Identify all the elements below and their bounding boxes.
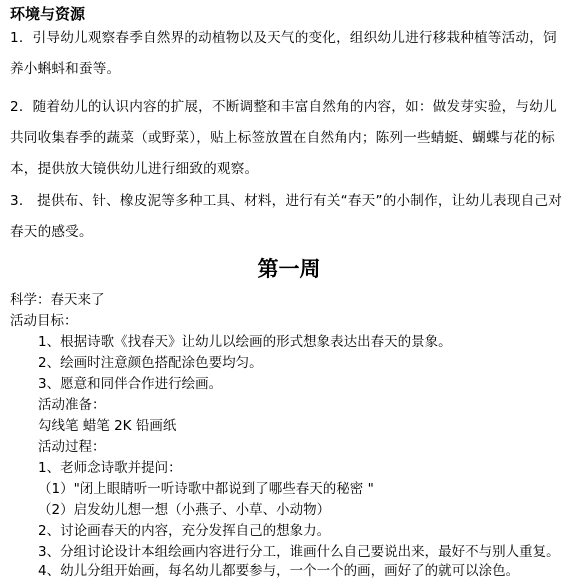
preparation-materials: 勾线笔 蜡笔 2K 铅画纸 xyxy=(38,418,177,434)
env-paragraph-2: 2．随着幼儿的认识内容的扩展，不断调整和丰富自然角的内容，如：做发芽实验，与幼儿共同收集春季的蔬菜（或野菜），贴上标签放置在自然角内；陈列一些蜻蜓、蝴蝶与花的标本，提供放大镜供幼儿进行细致的观察。 xyxy=(10,99,557,177)
goal-item-2: 2、绘画时注意颜色搭配涂色要均匀。 xyxy=(38,355,263,371)
process-step-4: 4、幼儿分组开始画，每名幼儿都要参与，一个一个的画，画好了的就可以涂色。 xyxy=(38,563,520,579)
process-substep-1: （1）"闭上眼睛听一听诗歌中都说到了哪些春天的秘密 " xyxy=(38,481,374,497)
env-paragraph-3: 3． 提供布、针、橡皮泥等多种工具、材料，进行有关“春天”的小制作，让幼儿表现自己对春天的感受。 xyxy=(10,193,563,240)
process-substep-2: （2）启发幼儿想一想（小燕子、小草、小动物） xyxy=(38,502,331,518)
activity-subject: 科学：春天来了 xyxy=(10,292,105,308)
process-step-2: 2、讨论画春天的内容，充分发挥自己的想象力。 xyxy=(38,523,331,539)
process-step-3: 3、分组讨论设计本组绘画内容进行分工，谁画什么自己要说出来，最好不与别人重复。 xyxy=(38,544,560,560)
preparation-label: 活动准备： xyxy=(38,397,106,413)
process-label: 活动过程： xyxy=(38,439,106,455)
week-heading: 第一周 xyxy=(257,256,321,281)
env-paragraph-1: 1．引导幼儿观察春季自然界的动植物以及天气的变化，组织幼儿进行移栽种植等活动，饲养小蝌蚪和蚕等。 xyxy=(10,30,557,77)
goals-label: 活动目标： xyxy=(10,313,78,329)
goal-item-3: 3、愿意和同伴合作进行绘画。 xyxy=(38,376,223,392)
process-step-1: 1、老师念诗歌并提问： xyxy=(38,460,182,476)
section-title: 环境与资源 xyxy=(10,5,86,23)
goal-item-1: 1、根据诗歌《找春天》让幼儿以绘画的形式想象表达出春天的景象。 xyxy=(38,334,452,350)
